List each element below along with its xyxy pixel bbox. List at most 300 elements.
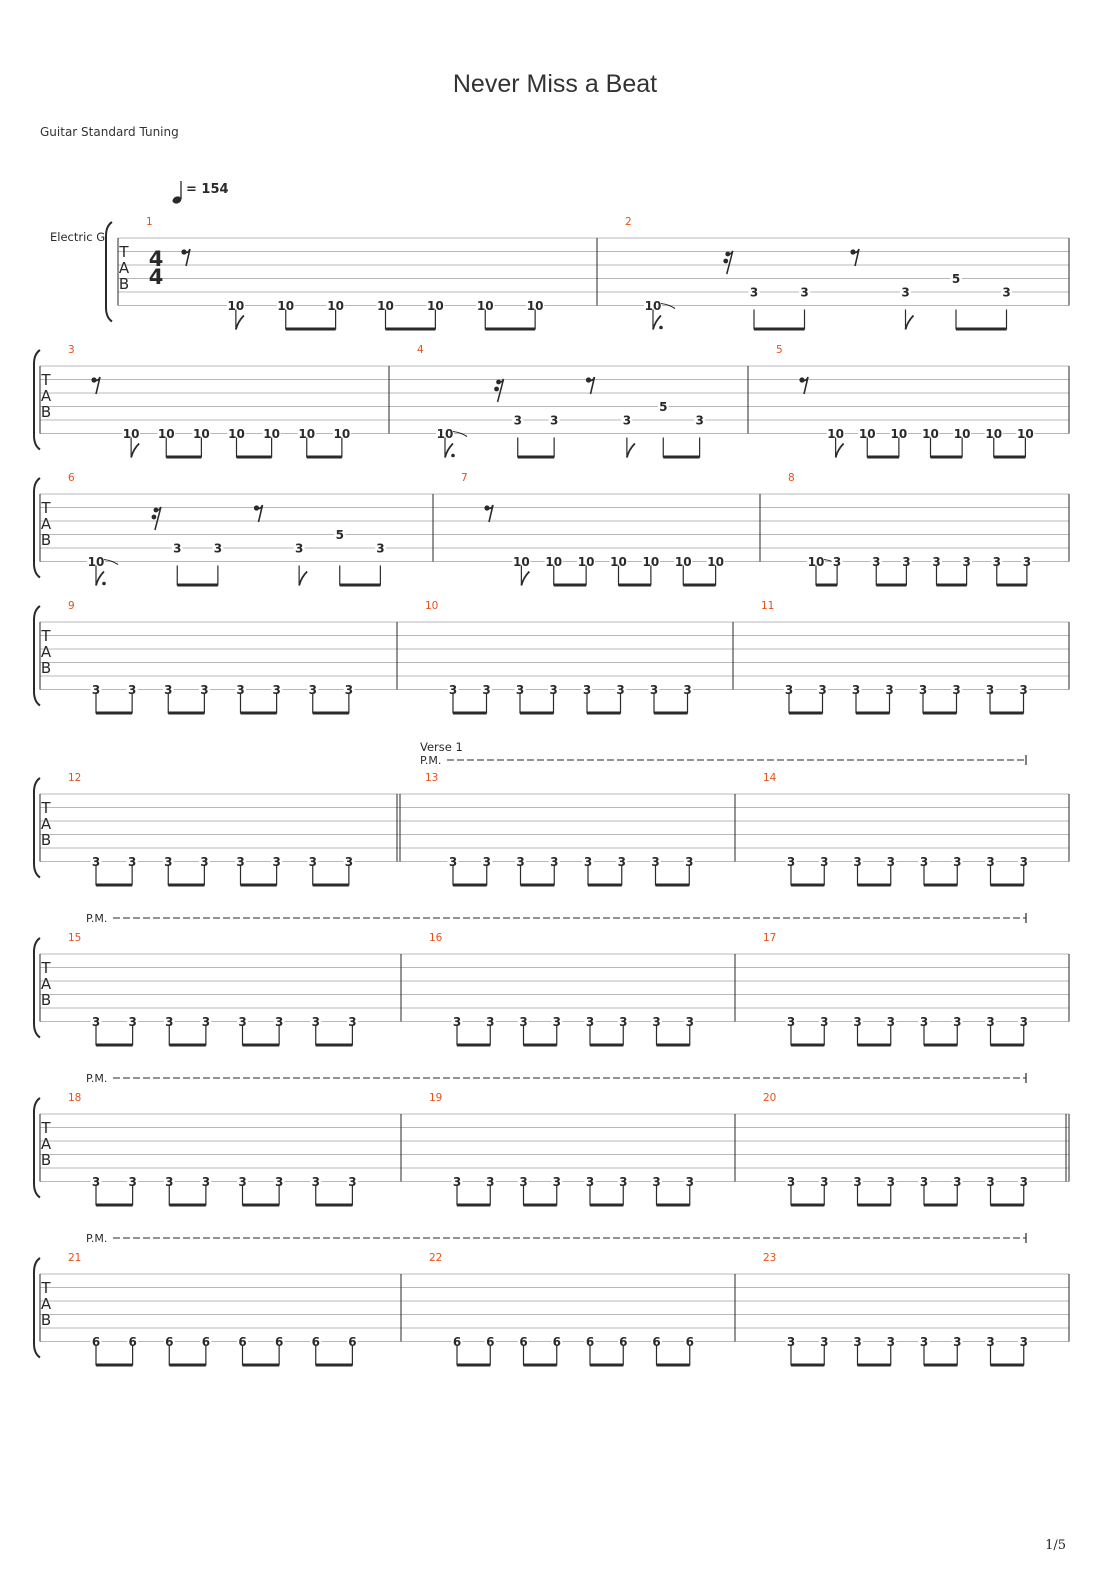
fret-number: 3 [919,855,929,869]
fret-number: 3 [786,1015,796,1029]
fret-number: 3 [749,285,759,300]
note-beam [789,712,823,715]
note-flag [906,316,914,330]
note-beam [241,712,277,715]
note-beam [96,1204,133,1207]
measure-number: 9 [68,600,75,612]
note-beam [169,1364,206,1367]
fret-number: 10 [298,427,316,441]
fret-number: 3 [236,855,245,869]
tab-clef: A [40,515,52,533]
fret-number: 3 [953,1015,962,1029]
measure-number: 13 [425,772,439,784]
note-beam [590,1044,623,1047]
fret-number: 5 [951,272,961,286]
fret-number: 3 [901,285,910,300]
note-beam [457,1364,490,1367]
fret-number: 3 [651,855,660,869]
measure-number: 14 [763,772,777,784]
fret-number: 3 [985,683,995,697]
fret-number: 3 [308,855,317,869]
tempo-value: = 154 [186,182,229,197]
note-beam [931,456,963,459]
fret-number: 3 [919,1015,929,1029]
fret-number: 3 [919,1175,929,1189]
note-beam [96,1044,133,1047]
fret-number: 3 [165,1175,174,1189]
fret-number: 6 [91,1335,101,1349]
fret-number: 3 [617,855,626,869]
page-number: 1/5 [1045,1538,1066,1553]
palm-mute-label: P.M. [86,1072,108,1085]
fret-number: 3 [173,541,182,556]
measure-number: 20 [763,1092,777,1104]
fret-number: 10 [263,427,280,441]
fret-number: 10 [513,555,530,569]
fret-number: 6 [348,1335,357,1349]
fret-number: 10 [610,555,627,569]
fret-number: 10 [327,299,344,313]
fret-number: 3 [622,413,632,428]
note-beam [457,1204,490,1207]
tab-clef: A [40,975,52,993]
fret-number: 6 [274,1335,284,1349]
tab-clef: A [40,387,52,405]
fret-number: 3 [127,683,137,697]
tab-clef: A [40,815,52,833]
measure-number: 10 [425,600,439,612]
fret-number: 3 [91,855,101,869]
fret-number: 3 [851,683,861,697]
fret-number: 3 [986,1015,995,1029]
note-beam [96,1364,133,1367]
note-beam [991,1044,1024,1047]
note-beam [177,584,218,587]
fret-number: 3 [953,855,962,869]
instrument-label: Electric G [50,230,106,244]
fret-number: 3 [164,683,173,697]
note-beam [237,456,272,459]
fret-number: 6 [619,1335,628,1349]
note-beam [453,712,487,715]
note-beam [243,1364,280,1367]
note-beam [518,456,554,459]
fret-number: 3 [236,683,245,697]
fret-number: 3 [619,1015,628,1029]
measure-number: 15 [68,932,82,944]
fret-number: 3 [652,1175,661,1189]
tab-clef: A [40,1135,52,1153]
fret-number: 3 [127,855,137,869]
fret-number: 10 [953,427,971,441]
note-flag [836,444,844,458]
measure-number: 17 [763,932,777,944]
fret-number: 3 [376,541,385,556]
fret-number: 3 [549,683,558,697]
fret-number: 3 [885,683,894,697]
system-bracket [34,938,40,1038]
fret-number: 3 [992,555,1001,569]
fret-number: 6 [519,1335,528,1349]
measure-number: 8 [788,472,795,484]
note-beam [656,884,690,887]
note-beam [791,1204,824,1207]
system-bracket [106,222,112,322]
note-beam [243,1044,280,1047]
system-bracket [34,1258,40,1358]
fret-number: 3 [552,1015,561,1029]
tab-clef: T [41,959,51,977]
fret-number: 3 [853,1175,862,1189]
fret-number: 10 [674,555,692,569]
tab-clef: T [41,371,51,389]
fret-number: 10 [1017,427,1034,441]
fret-number: 3 [91,683,101,697]
note-beam [521,884,555,887]
tab-clef: T [41,799,51,817]
fret-number: 3 [344,855,354,869]
measure-number: 11 [761,600,775,612]
tab-clef: B [40,659,52,677]
tuning-label: Guitar Standard Tuning [40,125,179,139]
note-beam [340,584,381,587]
note-beam [313,712,349,715]
system-bracket [34,1098,40,1198]
fret-number: 3 [685,1175,694,1189]
fret-number: 3 [585,1175,595,1189]
fret-number: 3 [486,1015,495,1029]
fret-number: 3 [91,1015,101,1029]
note-beam [316,1044,353,1047]
fret-number: 10 [377,299,394,313]
dotted-note [102,582,106,586]
fret-number: 10 [333,427,351,441]
note-flag [521,572,529,586]
note-beam [791,1044,824,1047]
measure-number: 19 [429,1092,443,1104]
note-beam [166,456,201,459]
note-beam [316,1204,353,1207]
fret-number: 3 [886,1335,895,1349]
measure-number: 12 [68,772,82,784]
fret-number: 3 [962,555,971,569]
fret-number: 3 [932,555,941,569]
fret-number: 3 [272,683,281,697]
fret-number: 3 [872,555,881,569]
fret-number: 3 [583,855,593,869]
fret-number: 10 [427,299,444,313]
song-title: Never Miss a Beat [452,70,658,98]
time-signature-bottom: 4 [148,265,164,289]
note-beam [924,884,957,887]
measure-number: 18 [68,1092,82,1104]
system-bracket [34,478,40,578]
note-beam [791,1364,824,1367]
fret-number: 3 [272,855,281,869]
fret-number: 10 [277,299,295,313]
note-beam [457,1044,490,1047]
note-beam [991,1204,1024,1207]
measure-number: 4 [417,344,424,356]
note-beam [991,1364,1024,1367]
note-beam [524,1204,557,1207]
fret-number: 3 [164,855,173,869]
system-bracket [34,350,40,450]
fret-number: 3 [786,1335,796,1349]
note-beam [924,1364,957,1367]
section-label: Verse 1 [420,740,463,754]
sixteenth-rest-icon [727,251,733,274]
note-beam [554,584,586,587]
fret-number: 10 [193,427,210,441]
measure-number: 16 [429,932,443,944]
note-flag [131,444,139,458]
note-beam [858,884,891,887]
note-beam [657,1044,690,1047]
fret-number: 3 [853,1335,862,1349]
fret-number: 3 [786,1175,796,1189]
fret-number: 3 [482,855,491,869]
fret-number: 3 [986,1175,995,1189]
fret-number: 3 [652,1015,661,1029]
measure-number: 2 [625,216,632,228]
fret-number: 6 [585,1335,595,1349]
note-beam [307,456,342,459]
measure-number: 1 [146,216,153,228]
fret-number: 10 [436,427,454,441]
fret-number: 3 [294,541,304,556]
fret-number: 5 [659,400,668,414]
fret-number: 3 [1019,855,1028,869]
fret-number: 10 [642,555,660,569]
fret-number: 10 [644,299,662,313]
measure-number: 6 [68,472,75,484]
fret-number: 5 [335,528,344,542]
fret-number: 3 [311,1015,320,1029]
fret-number: 3 [238,1175,247,1189]
fret-number: 3 [552,1175,561,1189]
note-beam [683,584,715,587]
note-beam [243,1204,280,1207]
fret-number: 3 [820,855,829,869]
fret-number: 3 [486,1175,495,1189]
fret-number: 3 [619,1175,628,1189]
tab-clef: B [40,991,52,1009]
measure-number: 21 [68,1252,82,1264]
note-beam [867,456,899,459]
fret-number: 3 [516,855,525,869]
fret-number: 3 [348,1015,357,1029]
dotted-note [451,454,455,458]
note-beam [991,884,1024,887]
fret-number: 3 [274,1175,284,1189]
fret-number: 6 [311,1335,320,1349]
fret-number: 10 [122,427,140,441]
fret-number: 10 [707,555,724,569]
fret-number: 10 [227,299,245,313]
note-beam [956,328,1007,331]
note-beam [924,1204,957,1207]
fret-number: 3 [200,683,209,697]
fret-number: 3 [886,1015,895,1029]
fret-number: 3 [820,1335,829,1349]
tab-clef: B [40,1311,52,1329]
note-beam [168,884,204,887]
fret-number: 3 [853,1015,862,1029]
fret-number: 6 [552,1335,561,1349]
system-bracket [34,606,40,706]
tab-clef: T [41,1279,51,1297]
fret-number: 6 [652,1335,661,1349]
fret-number: 3 [582,683,592,697]
fret-number: 3 [685,855,694,869]
note-beam [997,584,1027,587]
fret-number: 6 [486,1335,495,1349]
fret-number: 3 [550,855,559,869]
fret-number: 6 [238,1335,247,1349]
fret-number: 3 [886,855,895,869]
dotted-note [659,326,663,330]
fret-number: 3 [519,1015,528,1029]
note-beam [590,1364,623,1367]
fret-number: 3 [128,1175,137,1189]
fret-number: 3 [986,1335,995,1349]
note-beam [168,712,204,715]
fret-number: 3 [448,683,458,697]
fret-number: 3 [128,1015,137,1029]
fret-number: 10 [228,427,245,441]
fret-number: 3 [513,413,522,428]
note-beam [386,328,436,331]
fret-number: 3 [165,1015,174,1029]
note-beam [923,712,957,715]
fret-number: 3 [308,683,317,697]
time-signature-top: 4 [148,247,164,271]
fret-number: 3 [616,683,625,697]
fret-number: 3 [1019,1175,1028,1189]
fret-number: 3 [452,1175,462,1189]
fret-number: 3 [918,683,928,697]
note-beam [937,584,967,587]
fret-number: 3 [585,1015,595,1029]
fret-number: 6 [128,1335,137,1349]
fret-number: 10 [922,427,939,441]
palm-mute-label: P.M. [86,1232,108,1245]
note-beam [169,1204,206,1207]
fret-number: 3 [448,855,458,869]
fret-number: 3 [953,1335,962,1349]
fret-number: 10 [577,555,595,569]
note-beam [858,1044,891,1047]
measure-number: 22 [429,1252,443,1264]
measure-number: 23 [763,1252,777,1264]
fret-number: 10 [807,555,825,569]
fret-number: 3 [986,855,995,869]
note-beam [657,1204,690,1207]
fret-number: 3 [685,1015,694,1029]
fret-number: 3 [311,1175,320,1189]
fret-number: 10 [985,427,1003,441]
tab-clef: A [40,643,52,661]
note-beam [485,328,535,331]
measure-number: 3 [68,344,75,356]
fret-number: 3 [919,1335,929,1349]
fret-number: 3 [818,683,827,697]
fret-number: 6 [165,1335,174,1349]
fret-number: 3 [200,855,209,869]
fret-number: 6 [685,1335,694,1349]
sixteenth-rest-icon [494,387,499,392]
note-beam [96,884,132,887]
note-beam [524,1044,557,1047]
fret-number: 3 [832,555,842,569]
fret-number: 3 [549,413,559,428]
note-beam [286,328,336,331]
note-beam [816,584,837,587]
note-beam [858,1364,891,1367]
fret-number: 3 [1002,285,1011,300]
note-beam [990,712,1024,715]
fret-number: 10 [890,427,908,441]
sixteenth-rest-icon [498,379,504,402]
note-beam [858,1204,891,1207]
fret-number: 6 [452,1335,462,1349]
note-beam [856,712,890,715]
tab-clef: T [41,1119,51,1137]
tab-clef: B [40,531,52,549]
note-beam [241,884,277,887]
fret-number: 3 [274,1015,284,1029]
tab-clef: A [118,259,130,277]
fret-number: 10 [858,427,876,441]
note-beam [313,884,349,887]
note-beam [876,584,906,587]
measure-number: 7 [461,472,468,484]
note-beam [590,1204,623,1207]
fret-number: 10 [87,555,105,569]
fret-number: 3 [519,1175,528,1189]
note-flag [236,316,244,330]
fret-number: 3 [853,855,862,869]
note-beam [587,712,621,715]
tab-clef: B [40,403,52,421]
fret-number: 3 [515,683,525,697]
note-flag [299,572,307,586]
palm-mute-label: P.M. [420,754,442,767]
fret-number: 10 [827,427,844,441]
fret-number: 3 [786,855,796,869]
fret-number: 3 [800,285,809,300]
fret-number: 3 [683,683,692,697]
note-beam [619,584,651,587]
fret-number: 3 [201,1175,211,1189]
fret-number: 3 [1019,683,1028,697]
fret-number: 3 [952,683,961,697]
fret-number: 3 [201,1015,211,1029]
fret-number: 3 [886,1175,895,1189]
note-beam [169,1044,206,1047]
sixteenth-rest-icon [152,515,157,520]
fret-number: 3 [348,1175,357,1189]
tab-clef: T [119,243,129,261]
note-beam [524,1364,557,1367]
fret-number: 3 [91,1175,101,1189]
fret-number: 10 [545,555,563,569]
note-beam [588,884,622,887]
fret-number: 3 [1022,555,1032,569]
fret-number: 3 [213,541,223,556]
note-beam [663,456,699,459]
